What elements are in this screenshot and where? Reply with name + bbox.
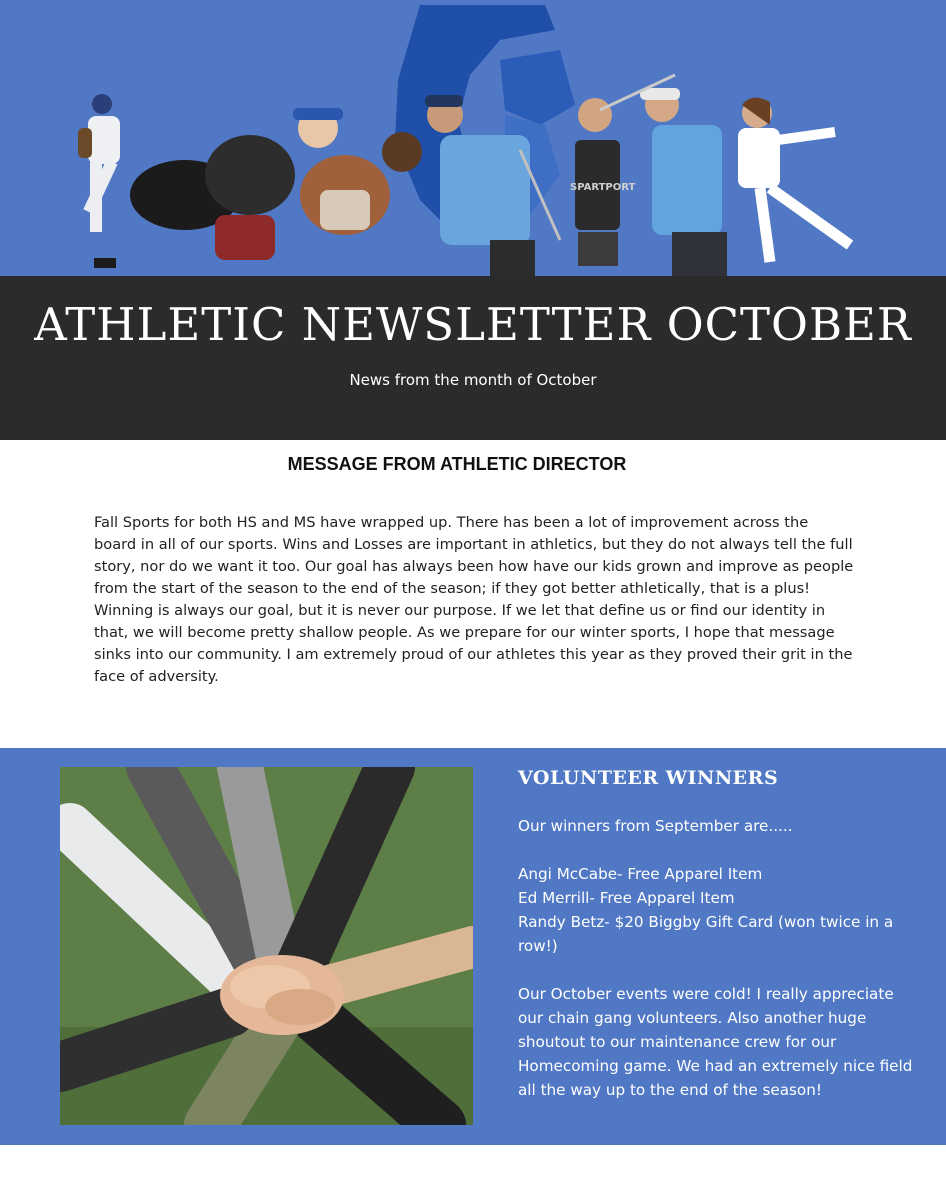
message-heading: MESSAGE FROM ATHLETIC DIRECTOR	[287, 454, 627, 474]
newsletter-title: ATHLETIC NEWSLETTER OCTOBER	[34, 298, 912, 351]
pitcher-figure	[78, 94, 120, 268]
newsletter-subtitle: News from the month of October	[349, 371, 597, 389]
winner-item-2: Ed Merrill- Free Apparel Item	[518, 889, 735, 907]
message-body: Fall Sports for both HS and MS have wrapped up. There has been a lot of improvement across the board in all of our sports. Wins and Losses are important in athletics, but they do not always tell the full story, nor do we want it too. Our goal has always been how have our kids grown and improve as people from the start of the season to the end of the season; if they got better athletically, that is a plus! Winning is always our goal, but it is never our purpose. If we let that define us or find our identity in that, we will become pretty shallow people. As we prepare for our winter sports, I hope that message sinks into our community. I am extremely proud of our athletes this year as they proved their grit in the face of adversity.	[94, 514, 854, 685]
hero-athletes-illustration	[0, 0, 946, 276]
team-hands-photo	[60, 767, 473, 1125]
winner-item-1: Angi McCabe- Free Apparel Item	[518, 865, 763, 883]
volunteer-text	[518, 814, 918, 1102]
volunteer-title: VOLUNTEER WINNERS	[518, 767, 779, 789]
soccer-player-figure	[738, 98, 850, 262]
title-band	[0, 276, 946, 440]
winner-item-3: Randy Betz- $20 Biggby Gift Card (won twice in a row!)	[518, 913, 894, 955]
volunteer-section	[0, 748, 946, 1145]
volunteer-intro: Our winners from September are.....	[518, 817, 793, 835]
volunteer-closing: Our October events were cold! I really appreciate our chain gang volunteers. Also another huge shoutout to our maintenance crew for our Homecoming game. We had an extremely nice field all the way up to the end of the season!	[518, 985, 913, 1099]
hero-banner	[0, 0, 946, 276]
jersey-text: SPARTPORT	[570, 182, 636, 193]
wrestlers-figure	[130, 108, 422, 260]
